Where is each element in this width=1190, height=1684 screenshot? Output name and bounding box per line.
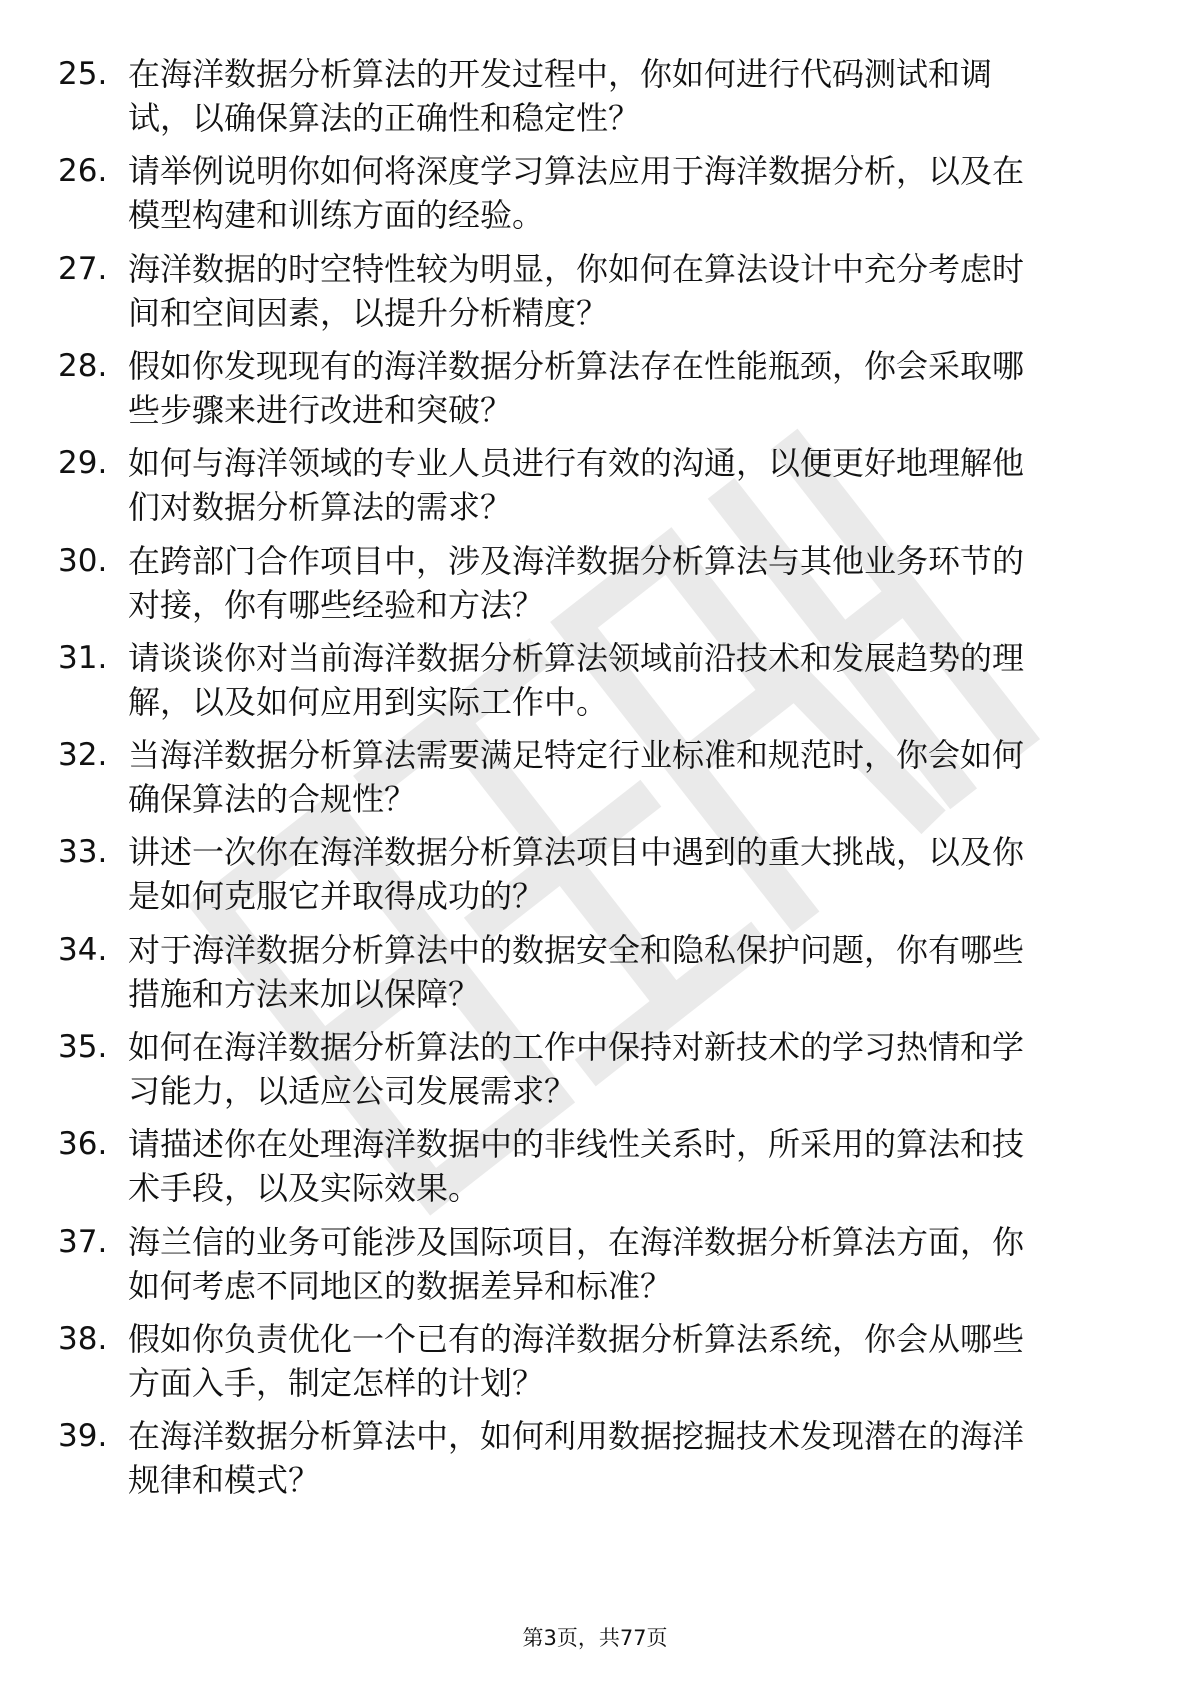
question-text: 假如你负责优化一个已有的海洋数据分析算法系统，你会从哪些 方面入手，制定怎样的计划？	[128, 1319, 1025, 1402]
question-number: 30.	[58, 542, 108, 579]
question-text: 请举例说明你如何将深度学习算法应用于海洋数据分析，以及在 模型构建和训练方面的经验。	[128, 152, 1025, 235]
question-text: 如何在海洋数据分析算法的工作中保持对新技术的学习热情和学 习能力，以适应公司发展需求？	[128, 1028, 1025, 1110]
question-text: 如何与海洋领域的专业人员进行有效的沟通，以便更好地理解他 们对数据分析算法的需求？	[128, 444, 1025, 527]
question-number: 34.	[58, 931, 108, 968]
question-item	[0, 1317, 1190, 1425]
question-item	[0, 149, 1190, 257]
question-item	[0, 1025, 1190, 1133]
question-number: 36.	[58, 1126, 108, 1163]
question-text: 当海洋数据分析算法需要满足特定行业标准和规范时，你会如何 确保算法的合规性？	[128, 736, 1025, 819]
question-number: 37.	[58, 1223, 108, 1260]
question-item	[0, 539, 1190, 647]
question-item	[0, 344, 1190, 452]
question-item	[0, 1220, 1190, 1328]
question-text: 海兰信的业务可能涉及国际项目，在海洋数据分析算法方面，你 如何考虑不同地区的数据差异和标准？	[128, 1222, 1025, 1305]
question-number: 32.	[58, 737, 108, 774]
question-text: 请描述你在处理海洋数据中的非线性关系时，所采用的算法和技 术手段，以及实际效果。	[128, 1125, 1025, 1208]
question-number: 33.	[58, 834, 108, 871]
question-number: 31.	[58, 639, 108, 676]
question-text: 在跨部门合作项目中，涉及海洋数据分析算法与其他业务环节的 对接，你有哪些经验和方法？	[128, 541, 1025, 624]
question-text: 讲述一次你在海洋数据分析算法项目中遇到的重大挑战，以及你 是如何克服它并取得成功的？	[128, 833, 1025, 916]
question-text: 在海洋数据分析算法中，如何利用数据挖掘技术发现潜在的海洋 规律和模式？	[128, 1417, 1025, 1500]
question-text: 请谈谈你对当前海洋数据分析算法领域前沿技术和发展趋势的理 解，以及如何应用到实际工作中。	[128, 638, 1025, 721]
question-number: 39.	[58, 1418, 108, 1455]
question-text: 海洋数据的时空特性较为明显，你如何在算法设计中充分考虑时 间和空间因素，以提升分析精度？	[128, 249, 1025, 332]
question-number: 38.	[58, 1320, 108, 1357]
question-number: 29.	[58, 445, 108, 482]
page-footer: 第3页，共77页	[522, 1626, 668, 1650]
question-item	[0, 928, 1190, 1036]
question-number: 25.	[58, 56, 108, 92]
question-item	[0, 636, 1190, 744]
question-item	[0, 830, 1190, 938]
question-item	[0, 441, 1190, 549]
question-text: 在海洋数据分析算法的开发过程中，你如何进行代码测试和调 试，以确保算法的正确性和稳定性？	[128, 55, 993, 137]
question-number: 35.	[58, 1029, 108, 1065]
question-item	[0, 247, 1190, 355]
question-item	[0, 52, 1190, 160]
question-text: 对于海洋数据分析算法中的数据安全和隐私保护问题，你有哪些 措施和方法来加以保障？	[128, 930, 1025, 1013]
question-number: 26.	[58, 153, 108, 190]
question-number: 28.	[58, 347, 108, 384]
question-number: 27.	[58, 250, 108, 287]
question-item	[0, 1122, 1190, 1230]
question-item	[0, 1414, 1190, 1522]
question-item	[0, 733, 1190, 841]
question-text: 假如你发现现有的海洋数据分析算法存在性能瓶颈，你会采取哪 些步骤来进行改进和突破？	[128, 346, 1025, 429]
